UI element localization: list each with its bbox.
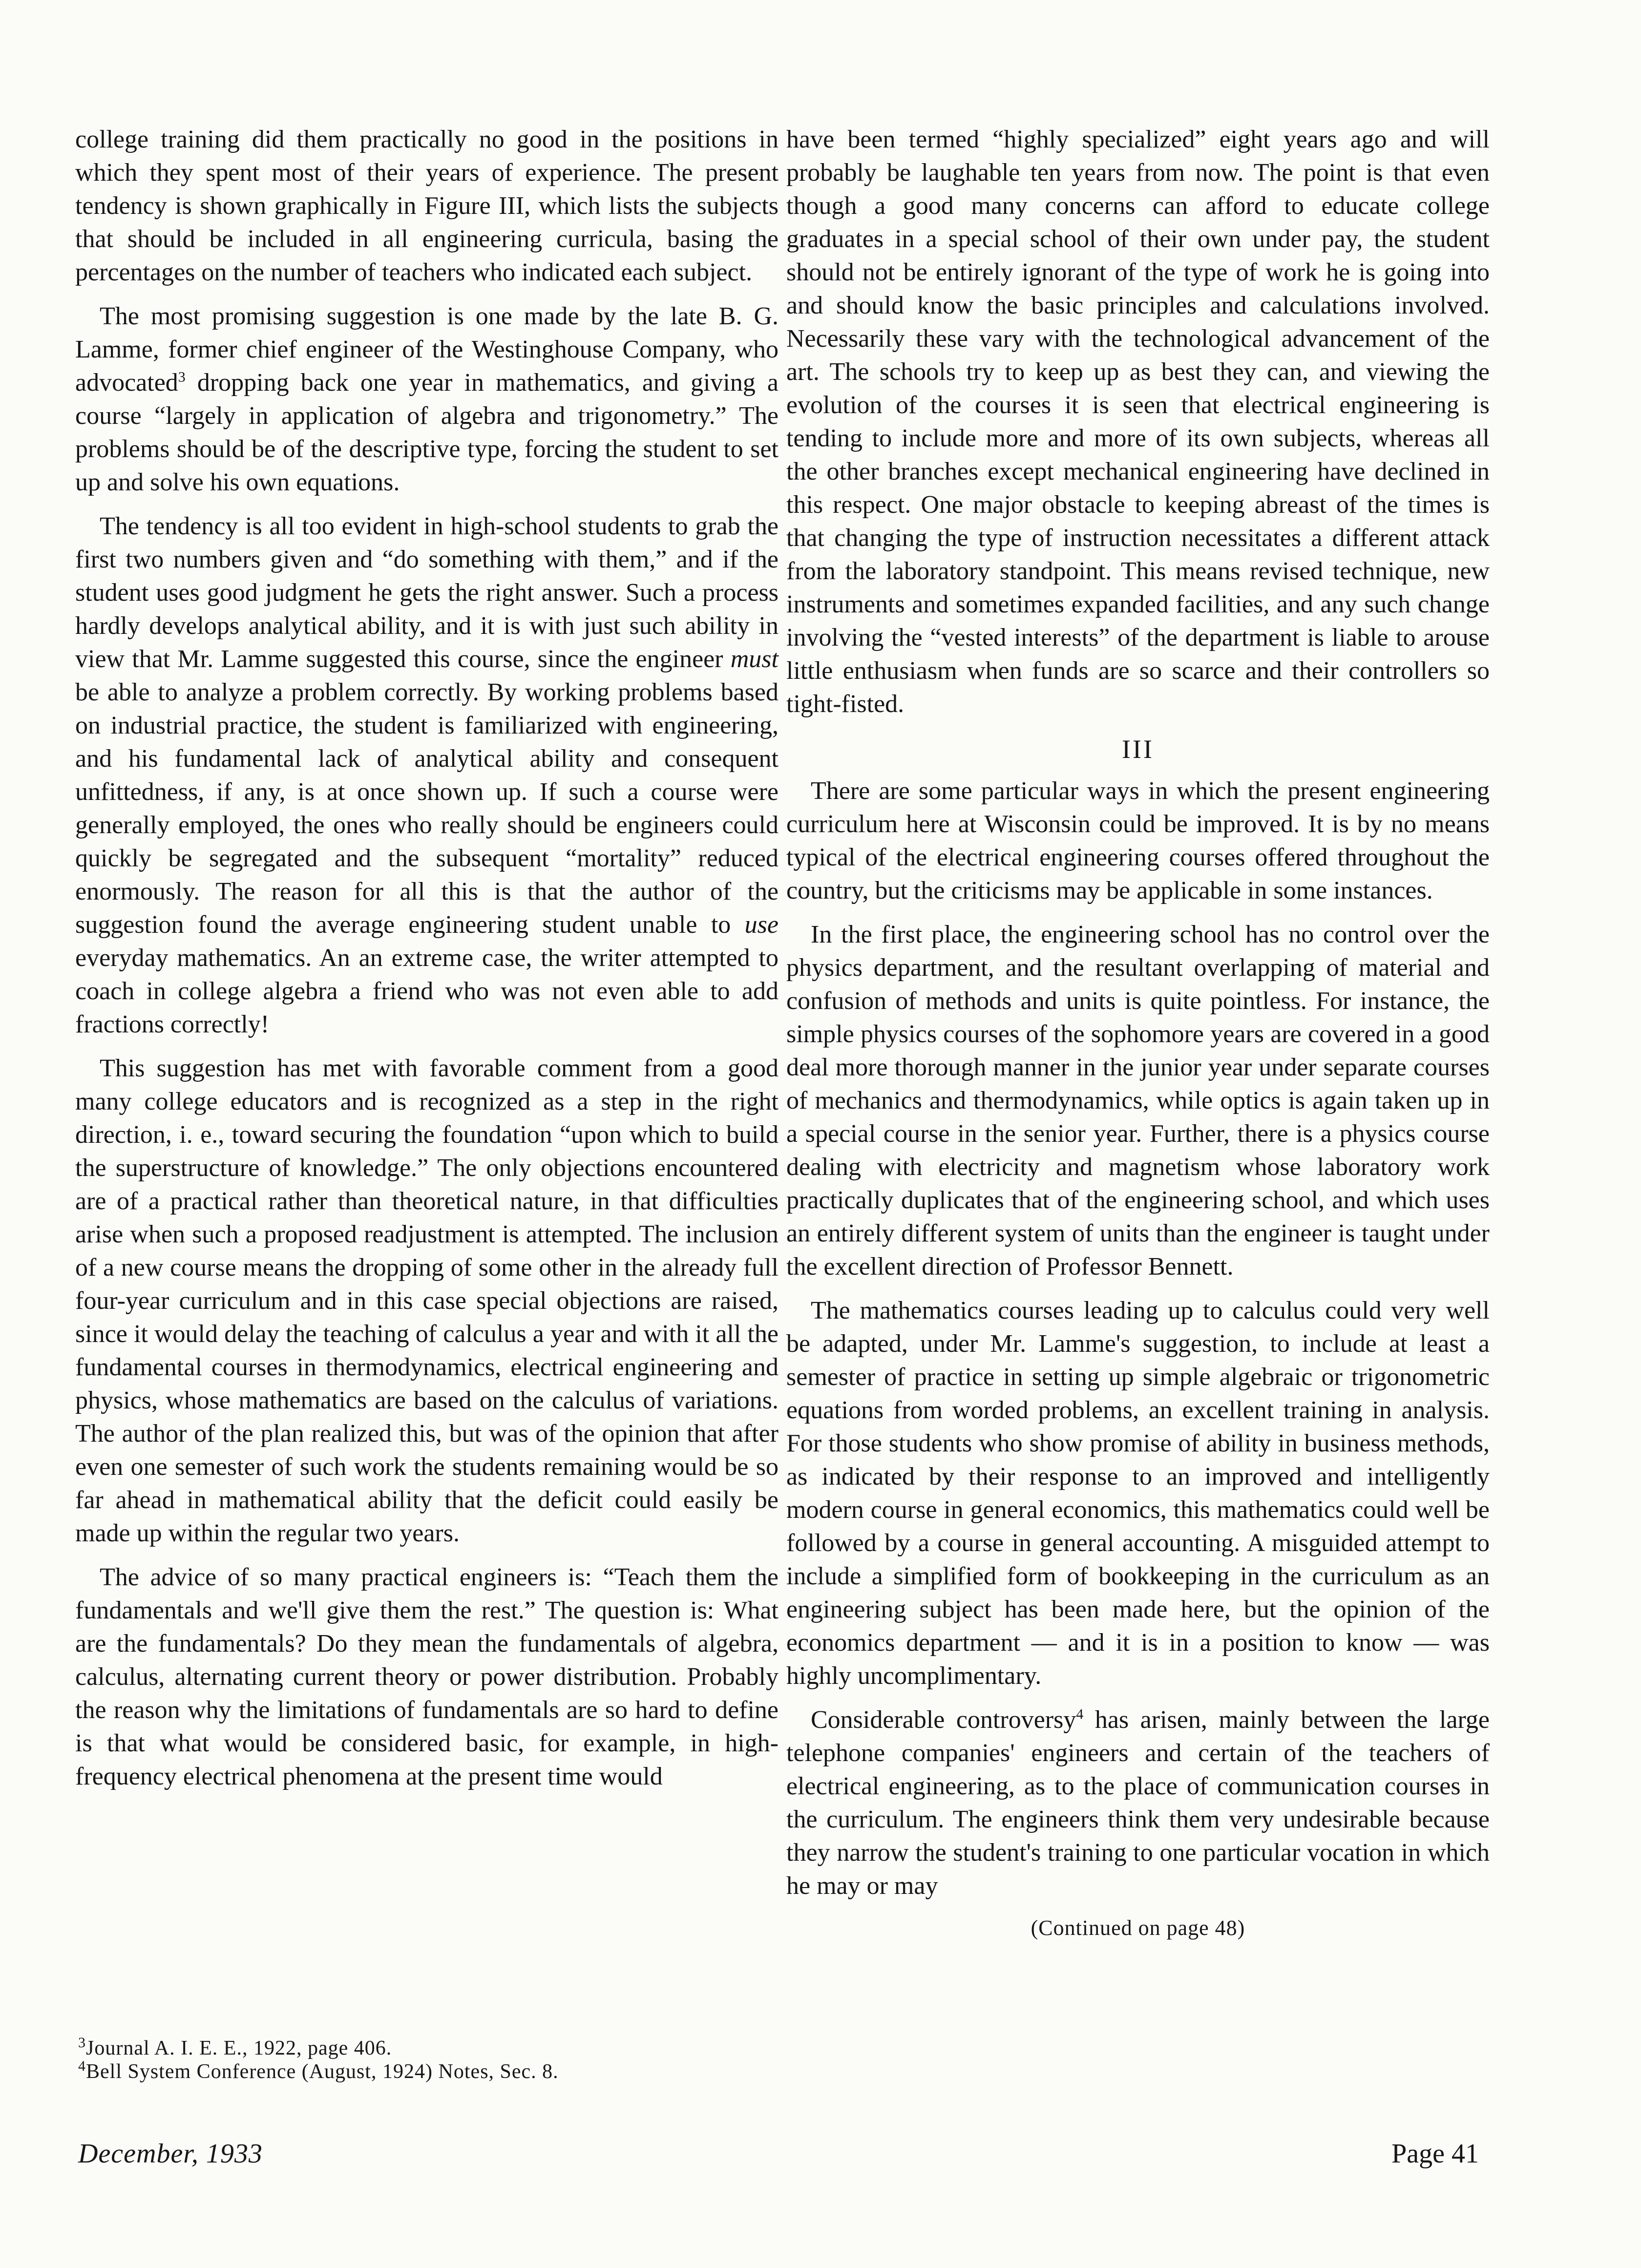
- left-paragraph-4: This suggestion has met with favorable comment from a good many college educators and is recognized as a step in the right direction, i. e., toward securing the foundation “upon which to build the superstructure of knowledge.” The only objections encountered are of a practical rather than theoretical nature, in that difficulties arise when such a proposed readjustment is attempted. The inclusion of a new course means the dropping of some other in the already full four-year curriculum and in this case special objections are raised, since it would delay the teaching of calculus a year and with it all the fundamental courses in thermodynamics, electrical engineering and physics, whose mathematics are based on the calculus of variations. The author of the plan realized this, but was of the opinion that after even one semester of such work the students remaining would be so far ahead in mathematical ability that the deficit could easily be made up within the regular two years.: [75, 1054, 778, 1547]
- right-paragraph-2: There are some particular ways in which the present engineering curriculum here at Wisconsin could be improved. It is by no means typical of the electrical engineering courses offered throughout the country, but the criticisms may be applicable in some instances.: [786, 777, 1490, 904]
- right-column: [786, 123, 1490, 1943]
- left-paragraph-2: The most promising suggestion is one made by the late B. G. Lamme, former chief engineer of the Westinghouse Company, who advocated$^3$ dropping back one year in mathematics, and giving a course “largely in application of algebra and trigonometry.” The problems should be of the descriptive type, forcing the student to set up and solve his own equations.: [75, 302, 778, 496]
- footer-date: December, 1933: [78, 2139, 263, 2169]
- footnotes: [78, 2037, 781, 2083]
- right-paragraph-5: Considerable controversy$^4$ has arisen, mainly between the large telephone companies' engineers and certain of the teachers of electrical engineering, as to the place of communication courses in the curriculum. The engineers think them very undesirable because they narrow the student's training to one particular vocation in which he may or may: [786, 1706, 1490, 1900]
- left-paragraph-1: college training did them practically no good in the positions in which they spent most of their years of experience. The present tendency is shown graphically in Figure III, which lists the subjects that should be included in all engineering curricula, basing the percentages on the number of teachers who indicated each subject.: [75, 126, 778, 286]
- continued-note: (Continued on page 48): [1031, 1916, 1245, 1940]
- left-paragraph-5: The advice of so many practical engineers is: “Teach them the fundamentals and we'll give them the rest.” The question is: What are the fundamentals? Do they mean the fundamentals of algebra, calculus, alternating current theory or power distribution. Probably the reason why the limitations of fundamentals are so hard to define is that what would be considered basic, for example, in high-frequency electrical phenomena at the present time would: [75, 1563, 778, 1790]
- right-paragraph-3: In the first place, the engineering school has no control over the physics department, and the resultant overlapping of material and confusion of methods and units is quite pointless. For instance, the simple physics courses of the sophomore years are covered in a good deal more thorough manner in the junior year under separate courses of mechanics and thermodynamics, while optics is again taken up in a special course in the senior year. Further, there is a physics course dealing with electricity and magnetism whose laboratory work practically duplicates that of the engineering school, and which uses an entirely different system of units than the engineer is taught under the excellent direction of Professor Bennett.: [786, 921, 1490, 1281]
- footnote-4: $^4$Bell System Conference (August, 1924) Notes, Sec. 8.: [78, 2058, 559, 2083]
- right-paragraph-1: have been termed “highly specialized” eight years ago and will probably be laughable ten years from now. The point is that even though a good many concerns can afford to educate college graduates in a special school of their own under pay, the student should not be entirely ignorant of the type of work he is going into and should know the basic principles and calculations involved. Necessarily these vary with the technological advancement of the art. The schools try to keep up as best they can, and viewing the evolution of the courses it is seen that electrical engineering is tending to include more and more of its own subjects, whereas all the other branches except mechanical engineering have declined in this respect. One major obstacle to keeping abreast of the times is that changing the type of instruction necessitates a different attack from the laboratory standpoint. This means revised technique, new instruments and sometimes expanded facilities, and any such change involving the “vested interests” of the department is liable to arouse little enthusiasm when funds are so scarce and their controllers so tight-fisted.: [786, 126, 1490, 718]
- page-number: Page 41: [1391, 2139, 1479, 2169]
- section-heading: III: [1122, 735, 1154, 764]
- footnote-ref-4: 4: [1076, 1706, 1084, 1722]
- footnote-ref-3: 3: [178, 369, 186, 385]
- footnote-3: $^3$Journal A. I. E. E., 1922, page 406.: [78, 2035, 392, 2059]
- left-column: [75, 123, 778, 1804]
- right-paragraph-4: The mathematics courses leading up to calculus could very well be adapted, under Mr. Lamme's suggestion, to include at least a semester of practice in setting up simple algebraic or trigonometric equations from worded problems, an excellent training in analysis. For those students who show promise of ability in business methods, as indicated by their response to an improved and intelligently modern course in general economics, this mathematics could well be followed by a course in general accounting. A misguided attempt to include a simplified form of bookkeeping in the curriculum as an engineering subject has been made here, but the opinion of the economics department — and it is in a position to know — was highly uncomplimentary.: [786, 1297, 1490, 1690]
- left-paragraph-3: The tendency is all too evident in high-school students to grab the first two numbers given and “do something with them,” and if the student uses good judgment he gets the right answer. Such a process hardly develops analytical ability, and it is with just such ability in view that Mr. Lamme suggested this course, since the engineer must be able to analyze a problem correctly. By working problems based on industrial practice, the student is familiarized with engineering, and his fundamental lack of analytical ability and consequent unfittedness, if any, is at once shown up. If such a course were generally employed, the ones who really should be engineers could quickly be segregated and the subsequent “mortality” reduced enormously. The reason for all this is that the author of the suggestion found the average engineering student unable to use everyday mathematics. An an extreme case, the writer attempted to coach in college algebra a friend who was not even able to add fractions correctly!: [75, 512, 778, 1038]
